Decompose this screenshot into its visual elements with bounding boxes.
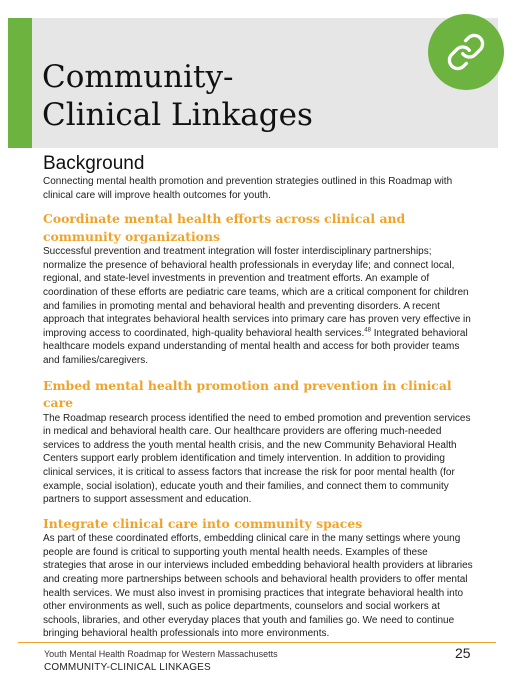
footer-divider <box>18 642 496 643</box>
section-heading-coordinate: Coordinate mental health efforts across clinical and community organizations <box>43 211 406 244</box>
section-paragraph-coordinate <box>43 245 473 367</box>
page-title-line-2: Clinical Linkages <box>42 97 313 133</box>
section-paragraph-embed: The Roadmap research process identified the need to embed promotion and prevention services in medical and behavioral health care. Our healthcare providers are offering much-needed services to address the youth mental health crisis, and the new Community Behavioral Health Centers support early problem identification and timely intervention. In addition to providing clinical services, it is critical to assess factors that increase the risk for poor mental health (for example, social isolation), educate youth and their families, and connect them to community partners to support assessment and education. <box>43 412 471 506</box>
link-icon <box>446 32 486 72</box>
footer-section-label: COMMUNITY-CLINICAL LINKAGES <box>44 662 211 673</box>
background-heading: Background <box>43 153 145 174</box>
page-number: 25 <box>455 645 471 661</box>
section-heading-embed: Embed mental health promotion and prevention in clinical care <box>43 377 452 411</box>
page-title-line-1: Community- <box>42 59 234 95</box>
accent-bar <box>8 18 32 148</box>
page-title <box>42 58 372 134</box>
coordinate-text: Successful prevention and treatment integration will foster interdisciplinary partnerships; normalize the presence of behavioral health professionals in everyday life; and connect local, regional, and state-level investments in prevention and treatment efforts. An example of coordination of these efforts are pediatric care teams, which are a critical component for children and families in promoting mental and behavioral health and preventing disorders. A recent approach that integrates behavioral health services into primary care has proven very effective in improving access to coordinated, high-quality behavioral health services. <box>43 246 471 339</box>
coordinate-text-continued: Integrated behavioral healthcare models expand understanding of mental health and access for both provider teams and families/caregivers. <box>43 327 468 366</box>
section-paragraph-integrate: As part of these coordinated efforts, embedding clinical care in the many settings where young people are found is critical to supporting youth mental health needs. Examples of these strategies that arose in our interviews included embedding behavioral health providers at libraries and creating more partnerships between schools and behavioral health providers to offer mental health services. We must also invest in promising practices that integrate behavioral health into other environments as well, such as police departments, counselors and social workers at schools, libraries, and other everyday places that youth and families go. We need to continue bringing behavioral health professionals into more environments. <box>43 533 473 640</box>
background-paragraph: Connecting mental health promotion and prevention strategies outlined in this Roadmap with clinical care will improve health outcomes for youth. <box>43 176 453 201</box>
footer-publication: Youth Mental Health Roadmap for Western Massachusetts <box>44 649 278 659</box>
section-heading-integrate: Integrate clinical care into community spaces <box>43 515 363 531</box>
link-badge <box>428 14 504 90</box>
main-content <box>43 153 473 641</box>
citation-48: 48 <box>364 327 371 334</box>
